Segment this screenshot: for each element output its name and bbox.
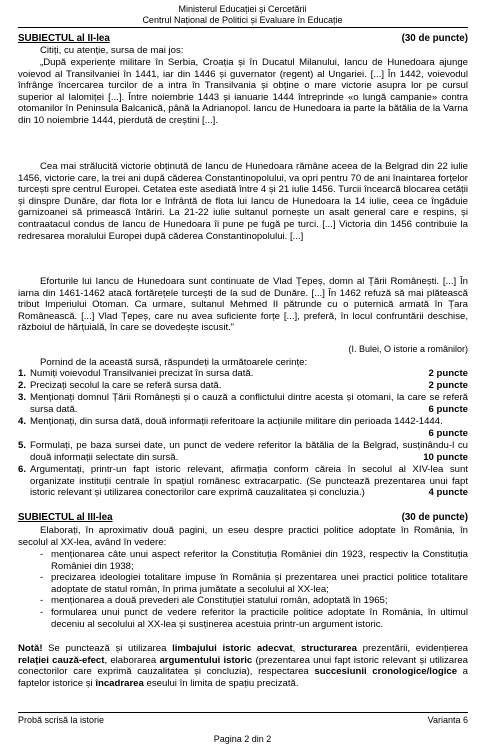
question-4: 4. Menționați, din sursa dată, două informații referitoare la acțiunile militare din perioada 1442-1444. 6 puncte (18, 416, 468, 439)
source-paragraph-2: Cea mai strălucită victorie obținută de Iancu de Hunedoara rămâne aceea de la Belgrad din 22 iulie 1456, victorie care, la trei ani după căderea Constantinopolului, va opri pentru 70 de ani înaintarea forțelor turcești spre centrul Europei. Cetatea este asediată între 4 și 21 iulie 1456. Turcii încearcă blocarea cetății și dinspre Dunăre, dar flota lor e înfrântă de flota lui Iancu de Hunedoara la 14 iulie, ceea ce îngăduie garnizoanei să primească întăriri. La 21-22 iulie sultanul pornește un asalt general care e respins, și contraatacul condus de Iancu de Hunedoara îi pune pe fugă pe turci. [...] Victoria din 1456 contribuie la redresarea moralului Europei după căderea Constantinopolului. [...] (18, 161, 468, 242)
header-divider (18, 27, 468, 28)
grading-note: Notă! Se punctează și utilizarea limbajului istoric adecvat, structurarea prezentării, evidențierea relației cauză-efect, elaborarea argumentului istoric (prezentarea unui fapt istoric relevant și utilizarea conectorilor care exprimă cauzalitatea și concluzia), respectarea succesiunii cronologice/logice a faptelor istorice și încadrarea eseului în limita de spațiu precizată. (18, 643, 469, 689)
requirement-3: - menționarea a două prevederi ale Constituției statului român, adoptată în 1965; (18, 595, 468, 607)
question-1: 1. 2 puncte Numiți voievodul Transilvaniei precizat în sursa dată. (18, 368, 468, 379)
source-citation: (I. Bulei, O istorie a românilor) (348, 344, 468, 354)
question-3: 3. Menționați domnul Țării Românești și o cauză a conflictului dintre acesta și otomani, la care se referă sursa dată. 6 puncte (18, 392, 468, 415)
question-2: 2. 2 puncte Precizați secolul la care se referă sursa dată. (18, 380, 468, 391)
source-intro: Citiți, cu atenție, sursa de mai jos: (40, 45, 184, 56)
requirement-1: - menționarea câte unui aspect referitor la Constituția României din 1923, respectiv la Constituția României din 1938; (18, 549, 468, 572)
page-number: Pagina 2 din 2 (213, 734, 272, 744)
exam-name: Probă scrisă la istorie (18, 715, 105, 725)
section-3-heading (18, 512, 468, 524)
page-footer (18, 715, 468, 727)
source-paragraph-1: „După experiențe militare în Serbia, Croația și în Ducatul Milanului, Iancu de Hunedoara ajunge voievod al Transilvaniei în 1441, iar din 1446 și guvernator (regent) al Ungariei. [...] În 1442, voievodul înfrânge încercarea turcilor de a intra în Transilvania și obține o mare victorie asupra lor pe cursul superior al Ialomiței [...]. Între noiembrie 1443 și ianuarie 1444 întreprinde «o lungă campanie» contra otomanilor în Peninsula Balcanică, până la Adrianopol. Iancu de Hunedoara ia parte la bătălia de la Varna din 10 noiembrie 1444, pierdută de creștini [...]. (18, 57, 468, 126)
page-header (0, 4, 485, 25)
section-2-heading (18, 33, 468, 45)
section-2-title: SUBIECTUL al II-lea (18, 33, 110, 44)
requirement-4: - formularea unui punct de vedere referitor la practicile politice adoptate în România, în ultimul deceniu al secolului al XX-lea și susținerea acestuia printr-un argument istoric. (18, 607, 468, 630)
requirement-2: - precizarea ideologiei totalitare impuse în România și prezentarea unei practici politice totalitare adoptate de statul român, în prima jumătate a secolului al XX-lea; (18, 572, 468, 595)
variant-label: Varianta 6 (427, 715, 468, 725)
question-5: 5. Formulați, pe baza sursei date, un punct de vedere referitor la bătălia de la Belgrad, susținându-l cu două informații selectate din sursă. 10 puncte (18, 440, 468, 463)
footer-divider (18, 712, 468, 713)
essay-requirements (18, 549, 468, 630)
questions-lead: Pornind de la această sursă, răspundeți la următoarele cerințe: (40, 357, 308, 368)
center-name: Centrul Național de Politici și Evaluare în Educație (142, 14, 343, 25)
essay-intro: Elaborați, în aproximativ două pagini, un eseu despre practici politice adoptate în România, în secolul al XX-lea, având în vedere: (18, 525, 468, 548)
ministry-name: Ministerul Educației și Cercetării (178, 4, 307, 14)
section-2-points: (30 de puncte) (401, 33, 468, 44)
question-6: 6. Argumentați, printr-un fapt istoric relevant, afirmația conform căreia în secolul al XIV-lea sunt organizate instituții centrale în spațiul românesc extracarpatic. (Se punctează prezentarea unui fapt istoric relevant și utilizarea conectorilor care exprimă cauzalitatea și concluzia.) 4 puncte (18, 464, 468, 499)
section-3-points: (30 de puncte) (401, 512, 468, 523)
section-3-title: SUBIECTUL al III-lea (18, 512, 113, 523)
source-paragraph-3: Eforturile lui Iancu de Hunedoara sunt continuate de Vlad Țepeș, domn al Țării Românești. [...] În iarna din 1461-1462 atacă fortărețele turcești de la sud de Dunăre. [...] În 1462 refuză să mai plătească tribut Imperiului Otoman. Ca urmare, sultanul Mehmed II pătrunde cu o puternică armată în Țara Românească. [...] Vlad Țepeș, care nu avea suficiente forțe [...], preferă, în locul confruntării deschise, războiul de hărțuială, în care se dovedește iscusit.” (18, 276, 468, 334)
